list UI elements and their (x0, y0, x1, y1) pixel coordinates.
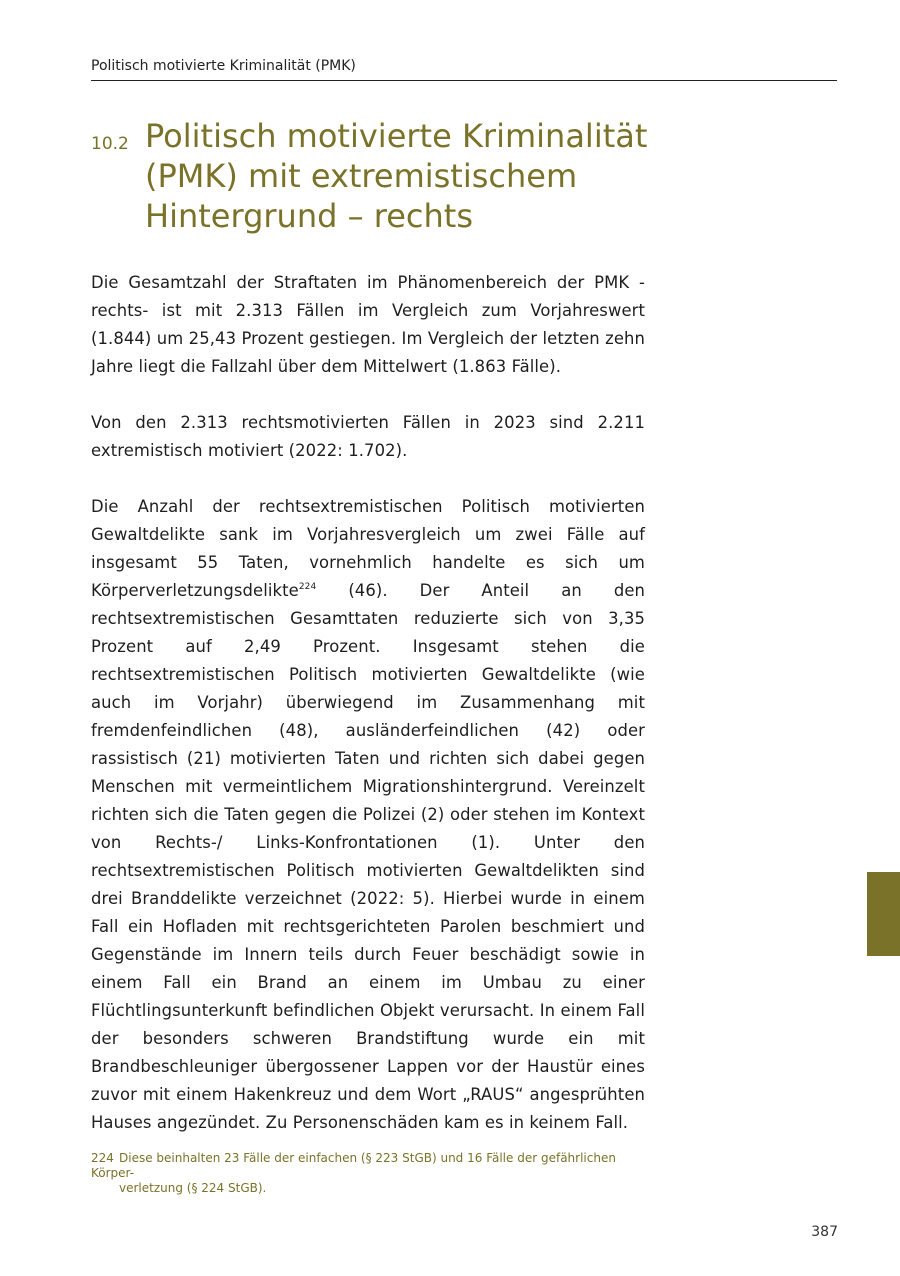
chapter-tab-marker (867, 872, 900, 956)
footnote-text: verletzung (§ 224 StGB). (119, 1181, 267, 1195)
paragraph-text: (46). Der Anteil an den rechtsextremistischen Gesamttaten reduzierte sich von 3,35 Prozent auf 2,49 Prozent. Insgesamt stehen die rechtsextremistischen Politisch motivierten Gewaltdelikte (wie auch im Vorjahr) überwiegend im Zusammenhang mit fremdenfeindlichen (48), ausländerfeindlichen (42) oder rassistisch (21) motivierten Taten und richten sich dabei gegen Menschen mit vermeintlichem Migrationshintergrund. Vereinzelt richten sich die Taten gegen die Polizei (2) oder stehen im Kontext von Rechts-/ Links-Konfrontationen (1). Unter den rechtsextremistischen Politisch motivierten Gewaltdelikten sind drei Branddelikte verzeichnet (2022: 5). Hierbei wurde in einem Fall ein Hofladen mit rechtsgerichteten Parolen beschmiert und Gegenstände im Innern teils durch Feuer beschädigt sowie in einem Fall ein Brand an einem im Umbau zu einer Flüchtlingsunterkunft befindlichen Objekt verursacht. In einem Fall der besonders schweren Brandstiftung wurde ein mit Brandbeschleuniger übergossener Lappen vor der Haustür eines zuvor mit einem Hakenkreuz und dem Wort „RAUS“ angesprühten Hauses angezündet. Zu Personenschäden kam es in keinem Fall. (91, 581, 645, 1132)
section-title-line: Hintergrund – rechts (145, 197, 473, 235)
running-header-title: Politisch motivierte Kriminalität (PMK) (91, 58, 356, 74)
footnote-reference[interactable]: 224 (298, 582, 317, 592)
paragraph-text: Die Anzahl der rechtsextremistischen Politisch motivierten Gewaltdelikte sank im Vorjahresvergleich um zwei Fälle auf insgesamt 55 Taten, vornehmlich handelte es sich um Körperverletzungsdelikte (91, 497, 645, 600)
paragraph-violent-offences (91, 493, 645, 1137)
paragraph-total-cases: Die Gesamtzahl der Straftaten im Phänomenbereich der PMK -rechts- ist mit 2.313 Fällen im Vergleich zum Vorjahreswert (1.844) um 25,43 Prozent gestiegen. Im Vergleich der letzten zehn Jahre liegt die Fallzahl über dem Mittelwert (1.863 Fälle). (91, 273, 645, 376)
section-title (145, 116, 705, 236)
footnote-text: Diese beinhalten 23 Fälle der einfachen (§ 223 StGB) und 16 Fälle der gefährlichen Körper- (91, 1151, 616, 1180)
section-title-line: (PMK) mit extremistischem (145, 157, 578, 195)
footnote (91, 1151, 651, 1196)
page-number: 387 (811, 1224, 838, 1240)
section-title-line: Politisch motivierte Kriminalität (145, 117, 648, 155)
paragraph-extremist-cases: Von den 2.313 rechtsmotivierten Fällen in 2023 sind 2.211 extremistisch motiviert (2022: 1.702). (91, 413, 645, 460)
section-number: 10.2 (91, 134, 129, 154)
running-header (91, 58, 837, 81)
footnote-number: 224 (91, 1151, 114, 1165)
body-text (91, 269, 645, 1165)
